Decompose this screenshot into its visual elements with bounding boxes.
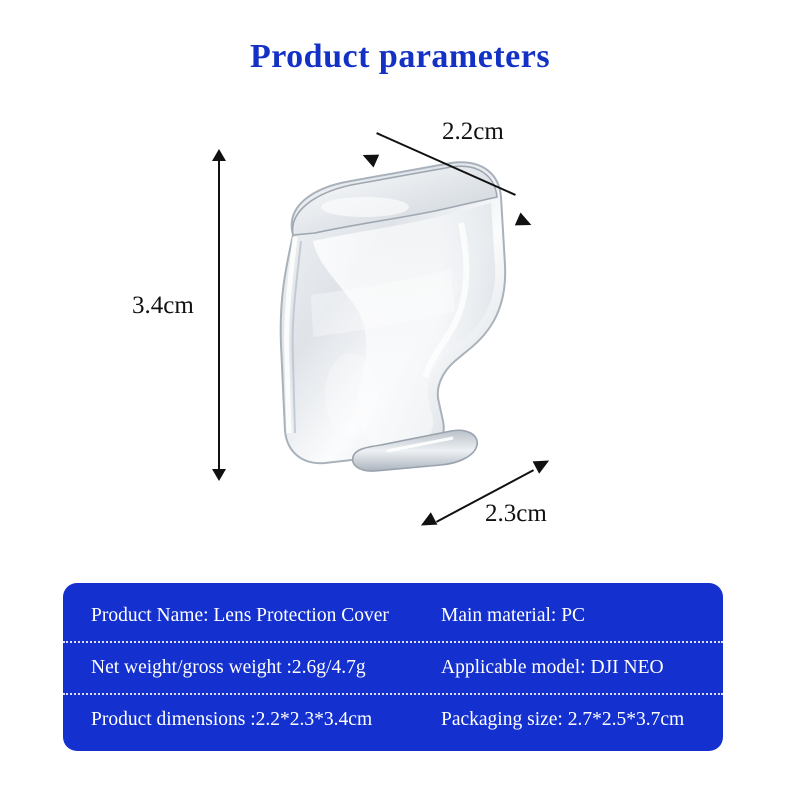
arrow-down-left-icon <box>418 512 438 531</box>
spec-product-name: Product Name: Lens Protection Cover <box>91 605 389 626</box>
table-row <box>63 591 723 641</box>
spec-weight: Net weight/gross weight :2.6g/4.7g <box>91 657 366 678</box>
spec-main-material: Main material: PC <box>441 605 586 626</box>
dimension-label-height: 3.4cm <box>132 292 194 319</box>
specification-table <box>63 583 723 751</box>
spec-packaging-size: Packaging size: 2.7*2.5*3.7cm <box>441 709 685 730</box>
spec-applicable-model: Applicable model: DJI NEO <box>441 657 664 678</box>
dimension-line-height <box>218 160 220 470</box>
product-dimension-diagram <box>110 100 710 560</box>
page-title: Product parameters <box>249 38 551 75</box>
spec-product-dimensions: Product dimensions :2.2*2.3*3.4cm <box>91 709 373 730</box>
table-row <box>63 693 723 745</box>
dimension-label-top: 2.2cm <box>442 118 504 145</box>
dimension-label-bottom: 2.3cm <box>485 500 547 527</box>
table-row <box>63 641 723 693</box>
